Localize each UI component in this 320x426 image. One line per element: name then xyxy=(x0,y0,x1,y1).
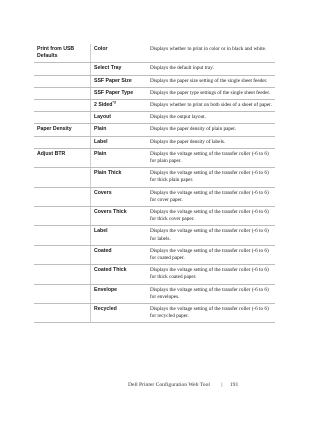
footnote-marker: *3 xyxy=(112,100,116,105)
page-number: 191 xyxy=(229,382,239,388)
table-row xyxy=(34,187,275,206)
setting-label: Label xyxy=(94,138,108,145)
setting-label: Color xyxy=(94,46,108,52)
table-row xyxy=(34,75,275,87)
footer-title: Dell Printer Configuration Web Tool xyxy=(128,382,210,388)
description-cell: Displays the voltage setting of the transfer roller (-6 to 6) for thick cover paper. xyxy=(147,207,275,226)
description-cell: Displays the voltage setting of the transfer roller (-6 to 6) for plain paper. xyxy=(147,148,275,167)
setting-label: SSF Paper Type xyxy=(94,89,134,96)
group-cell xyxy=(34,284,91,303)
setting-cell xyxy=(91,284,148,303)
table-row xyxy=(34,304,275,323)
table-row xyxy=(34,100,275,112)
setting-cell xyxy=(91,63,148,75)
group-cell xyxy=(34,75,91,87)
setting-cell xyxy=(91,136,148,148)
setting-label: Plain Thick xyxy=(94,170,122,177)
setting-cell xyxy=(91,87,148,99)
group-cell xyxy=(34,245,91,264)
setting-cell xyxy=(91,168,148,187)
description-cell: Displays the voltage setting of the transfer roller (-6 to 6) for recycled paper. xyxy=(147,304,275,323)
group-cell: Paper Density xyxy=(34,124,91,136)
setting-label: Label xyxy=(94,228,108,235)
footer-separator: | xyxy=(221,382,223,388)
group-cell xyxy=(34,226,91,245)
group-cell: Adjust BTR xyxy=(34,148,91,167)
group-cell xyxy=(34,207,91,226)
group-cell xyxy=(34,187,91,206)
setting-cell xyxy=(91,44,148,63)
setting-label: Layout xyxy=(94,114,112,121)
setting-label: Coated xyxy=(94,247,112,254)
description-cell: Displays the paper density of labels. xyxy=(147,136,275,148)
description-cell: Displays the paper type settings of the single sheet feeder. xyxy=(147,87,275,99)
settings-table xyxy=(34,44,275,323)
description-cell: Displays the output layout. xyxy=(147,112,275,124)
table-row xyxy=(34,63,275,75)
description-cell: Displays the voltage setting of the transfer roller (-6 to 6) for thick coated paper. xyxy=(147,265,275,284)
description-cell: Displays the voltage setting of the transfer roller (-6 to 6) for envelopes. xyxy=(147,284,275,303)
group-cell xyxy=(34,63,91,75)
table-row xyxy=(34,148,275,167)
setting-label: Plain xyxy=(94,150,107,157)
group-cell: Print from USB Defaults xyxy=(34,44,91,63)
setting-label: Plain xyxy=(94,126,107,133)
group-cell xyxy=(34,87,91,99)
description-cell: Displays the paper density of plain paper. xyxy=(147,124,275,136)
group-cell xyxy=(34,304,91,323)
table-row xyxy=(34,226,275,245)
table-row xyxy=(34,245,275,264)
description-cell: Displays the voltage setting of the transfer roller (-6 to 6) for coated paper. xyxy=(147,245,275,264)
setting-cell xyxy=(91,304,148,323)
table-row xyxy=(34,207,275,226)
description-cell: Displays the voltage setting of the transfer roller (-6 to 6) for cover paper. xyxy=(147,187,275,206)
setting-cell xyxy=(91,226,148,245)
setting-label: Envelope xyxy=(94,286,118,293)
setting-label: 2 Sided xyxy=(94,102,113,109)
setting-cell xyxy=(91,75,148,87)
description-cell: Displays the default input tray. xyxy=(147,63,275,75)
setting-cell xyxy=(91,207,148,226)
setting-cell xyxy=(91,100,148,112)
description-cell: Displays the voltage setting of the transfer roller (-6 to 6) for thick plain paper. xyxy=(147,168,275,187)
table-row xyxy=(34,284,275,303)
group-cell xyxy=(34,100,91,112)
setting-label: Covers Thick xyxy=(94,209,127,216)
description-cell: Displays the voltage setting of the transfer roller (-6 to 6) for labels. xyxy=(147,226,275,245)
description-cell: Displays the paper size setting of the single sheet feeder. xyxy=(147,75,275,87)
settings-table-body xyxy=(34,44,275,323)
setting-cell xyxy=(91,112,148,124)
table-row xyxy=(34,112,275,124)
setting-cell xyxy=(91,245,148,264)
setting-label: Select Tray xyxy=(94,65,122,72)
setting-label: SSF Paper Size xyxy=(94,77,132,84)
setting-label: Covers xyxy=(94,189,112,196)
setting-cell xyxy=(91,187,148,206)
description-cell: Displays whether to print on both sides of a sheet of paper. xyxy=(147,100,275,112)
description-cell: Displays whether to print in color or in black and white. xyxy=(147,44,275,63)
table-row xyxy=(34,87,275,99)
setting-cell xyxy=(91,148,148,167)
setting-label: Recycled xyxy=(94,306,117,313)
table-row xyxy=(34,265,275,284)
setting-label: Coated Thick xyxy=(94,267,127,274)
group-cell xyxy=(34,136,91,148)
setting-cell xyxy=(91,124,148,136)
page-footer xyxy=(128,382,278,388)
table-row xyxy=(34,136,275,148)
setting-cell xyxy=(91,265,148,284)
table-row xyxy=(34,44,275,63)
group-cell xyxy=(34,265,91,284)
group-cell xyxy=(34,112,91,124)
table-row xyxy=(34,124,275,136)
table-row xyxy=(34,168,275,187)
group-cell xyxy=(34,168,91,187)
